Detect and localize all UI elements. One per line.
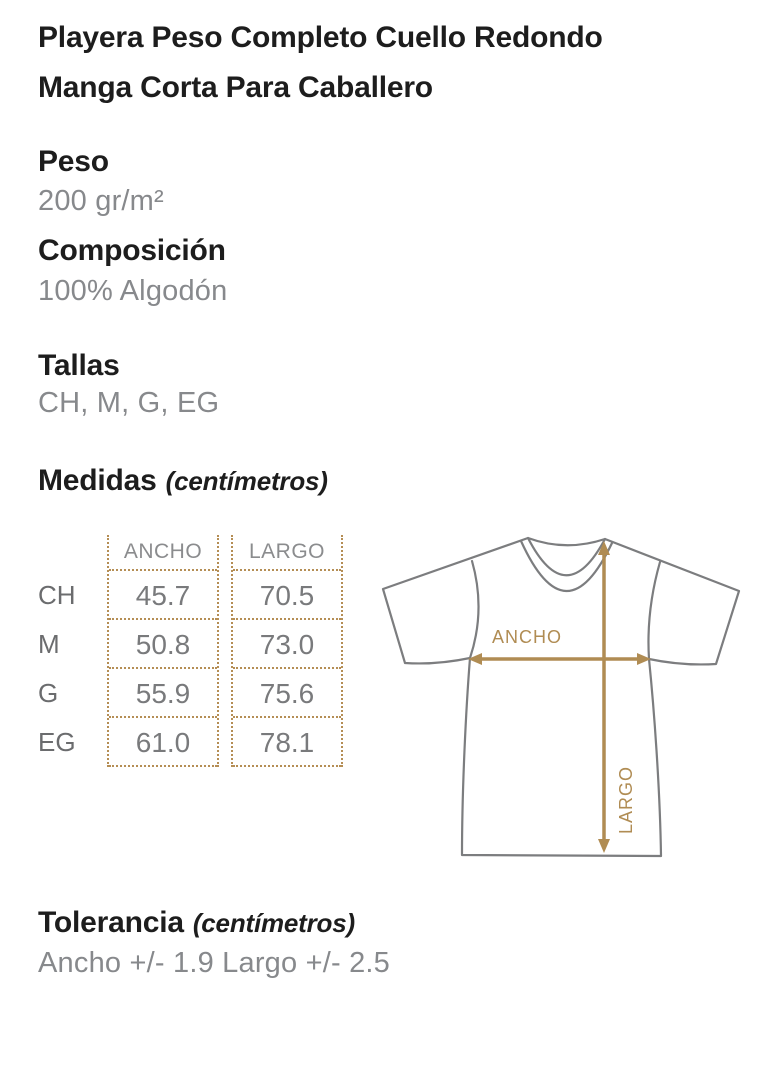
largo-arrow: [598, 541, 636, 853]
medidas-unit-note: (centímetros): [165, 466, 328, 496]
tolerancia-heading-label: Tolerancia: [38, 906, 184, 939]
tshirt-collar-inner-arc: [528, 538, 605, 575]
table-cell-ancho: 61.0: [109, 718, 217, 767]
size-table-corner-spacer: [38, 535, 107, 571]
largo-dimension-label: LARGO: [616, 765, 636, 835]
size-table: [38, 535, 343, 767]
peso-value: 200 gr/m²: [38, 185, 164, 217]
size-row-label: M: [38, 629, 60, 659]
size-row-label: EG: [38, 727, 76, 757]
tolerancia-unit-note: (centímetros): [192, 908, 355, 938]
table-cell-ancho: 45.7: [109, 571, 217, 620]
table-cell-largo: 70.5: [233, 571, 341, 620]
composicion-heading: Composición: [38, 234, 226, 267]
size-row-label: CH: [38, 580, 76, 610]
size-table-col-ancho: [107, 535, 219, 767]
size-row-label: G: [38, 678, 59, 708]
tshirt-body-path: [383, 538, 739, 856]
medidas-heading-label: Medidas: [38, 464, 157, 497]
largo-arrowhead-bottom: [598, 839, 610, 853]
tolerancia-heading: [38, 905, 355, 941]
table-cell-ancho: 55.9: [109, 669, 217, 718]
tallas-value: CH, M, G, EG: [38, 387, 220, 419]
composicion-value: 100% Algodón: [38, 275, 228, 307]
largo-column-header: LARGO: [233, 535, 341, 571]
ancho-dimension-label: ANCHO: [492, 627, 563, 647]
tshirt-outline: [383, 538, 739, 856]
table-cell-largo: 78.1: [233, 718, 341, 767]
ancho-column-header: ANCHO: [109, 535, 217, 571]
product-title-line2: Manga Corta Para Caballero: [38, 71, 433, 104]
ancho-arrow: [468, 627, 651, 665]
product-title: [38, 13, 603, 113]
table-cell-largo: 75.6: [233, 669, 341, 718]
tshirt-left-sleeve-seam: [470, 561, 479, 658]
tolerancia-value: Ancho +/- 1.9 Largo +/- 2.5: [38, 947, 391, 979]
peso-heading: Peso: [38, 145, 109, 178]
product-title-line1: Playera Peso Completo Cuello Redondo: [38, 21, 603, 54]
medidas-heading: [38, 463, 328, 499]
table-cell-ancho: 50.8: [109, 620, 217, 669]
tshirt-right-sleeve-seam: [648, 562, 660, 659]
size-table-row-labels: [38, 535, 107, 767]
table-cell-largo: 73.0: [233, 620, 341, 669]
tallas-heading: Tallas: [38, 349, 120, 382]
tshirt-measurement-diagram: [380, 528, 748, 864]
size-table-col-largo: [231, 535, 343, 767]
